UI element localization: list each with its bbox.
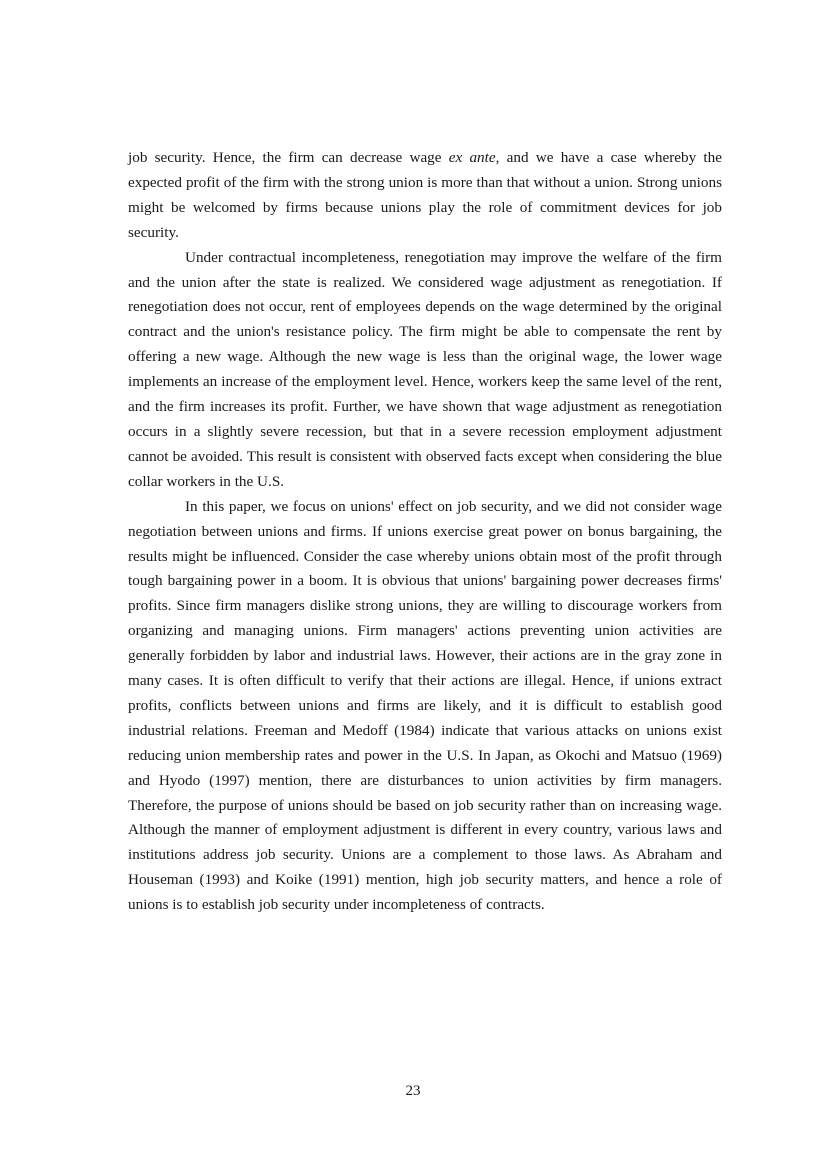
- page-body: [128, 146, 722, 918]
- paragraph-job-security: In this paper, we focus on unions' effect on job security, and we did not consider wage negotiation between unions and firms. If unions exercise great power on bonus bargaining, the results might be influenced. Consider the case whereby unions obtain most of the profit through tough bargaining power in a boom. It is obvious that unions' bargaining power decreases firms' profits. Since firm managers dislike strong unions, they are willing to discourage workers from organizing and managing unions. Firm managers' actions preventing union activities are generally forbidden by labor and industrial laws. However, their actions are in the gray zone in many cases. It is often difficult to verify that their actions are illegal. Hence, if unions extract profits, conflicts between unions and firms are likely, and it is difficult to establish good industrial relations. Freeman and Medoff (1984) indicate that various attacks on unions exist reducing union membership rates and power in the U.S. In Japan, as Okochi and Matsuo (1969) and Hyodo (1997) mention, there are disturbances to union activities by firm managers. Therefore, the purpose of unions should be based on job security rather than on increasing wage. Although the manner of employment adjustment is different in every country, various laws and institutions address job security. Unions are a complement to those laws. As Abraham and Houseman (1993) and Koike (1991) mention, high job security matters, and hence a role of unions is to establish job security under incompleteness of contracts.: [128, 497, 722, 914]
- paragraph-continuation: [128, 146, 722, 246]
- paragraph-1-after: , and we have a case whereby the expected profit of the firm with the strong union is more than that without a union. Strong unions might be welcomed by firms because unions play the role of commitment devices for job security.: [128, 149, 722, 241]
- page-number: 23: [405, 1083, 421, 1099]
- paragraph-1-before: job security. Hence, the firm can decrease wage: [128, 149, 449, 166]
- paragraph-renegotiation: Under contractual incompleteness, renegotiation may improve the welfare of the firm and the union after the state is realized. We considered wage adjustment as renegotiation. If renegotiation does not occur, rent of employees depends on the wage determined by the original contract and the union's resistance policy. The firm might be able to compensate the rent by offering a new wage. Although the new wage is less than the original wage, the lower wage implements an increase of the employment level. Hence, workers keep the same level of the rent, and the firm increases its profit. Further, we have shown that wage adjustment as renegotiation occurs in a slightly severe recession, but that in a severe recession employment adjustment cannot be avoided. This result is consistent with observed facts except when considering the blue collar workers in the U.S.: [128, 248, 722, 490]
- paragraph-1-emphasis: ex ante: [448, 149, 496, 166]
